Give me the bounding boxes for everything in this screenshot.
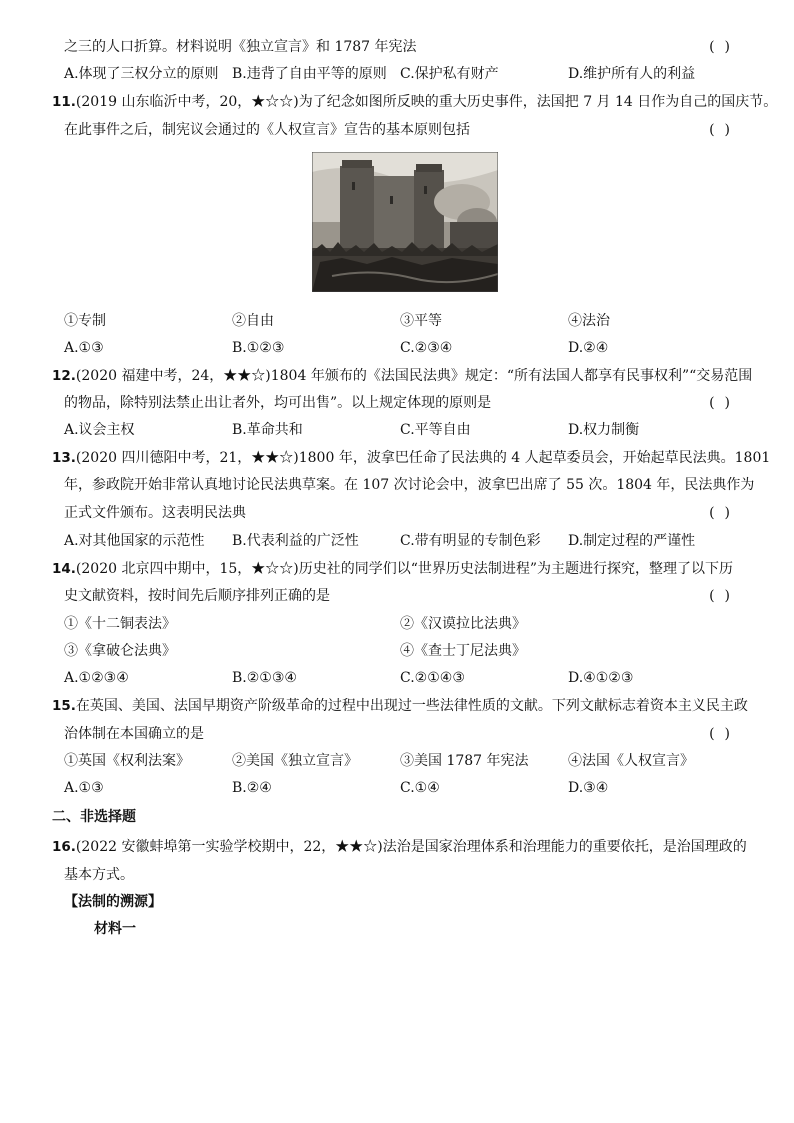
option-a: A.体现了三权分立的原则 [64,66,219,82]
option-b: B.②④ [232,780,272,796]
item-4: ④《查士丁尼法典》 [400,643,526,659]
question-11-line-1 [52,91,778,113]
question-15-options [64,777,744,799]
material-label: 材料一 [94,921,136,937]
item-1: ①《十二铜表法》 [64,616,176,632]
option-c: C.平等自由 [400,422,471,438]
question-11-options [64,337,744,359]
question-12-line-2 [64,392,744,414]
question-14-line-2 [64,585,744,607]
answer-parentheses: () [709,588,740,604]
question-10-text-line [64,36,744,58]
option-c: C.带有明显的专制色彩 [400,533,541,549]
item-2: ②自由 [232,313,274,329]
option-b: B.①②③ [232,340,285,356]
question-11-line-2 [64,119,744,141]
option-a: A.议会主权 [64,422,135,438]
option-c: C.①④ [400,780,440,796]
option-b: B.②①③④ [232,670,297,686]
question-number: 14. [52,561,76,577]
question-stem-text: 基本方式。 [64,867,134,883]
question-11-items [64,310,744,332]
item-3: ③美国 1787 年宪法 [400,753,529,769]
question-13-options [64,530,744,552]
option-d: D.维护所有人的利益 [568,66,696,82]
question-stem-text: 治体制在本国确立的是 [64,726,204,742]
option-b: B.违背了自由平等的原则 [232,66,387,82]
question-14-items-row-1 [64,613,744,635]
option-d: D.④①②③ [568,670,634,686]
item-1: ①专制 [64,313,106,329]
option-c: C.②①④③ [400,670,465,686]
option-a: A.①③ [64,780,104,796]
question-14-items-row-2 [64,640,744,662]
item-1: ①英国《权利法案》 [64,753,190,769]
item-4: ④法治 [568,313,610,329]
question-13-line-1 [52,447,771,469]
option-d: D.③④ [568,780,609,796]
option-a: A.①③ [64,340,104,356]
question-15-line-1 [52,695,748,717]
item-4: ④法国《人权宣言》 [568,753,694,769]
option-d: D.②④ [568,340,609,356]
question-15-line-2 [64,723,744,745]
question-stem-text: 正式文件颁布。这表明民法典 [64,505,246,521]
item-3: ③《拿破仑法典》 [64,643,176,659]
item-3: ③平等 [400,313,442,329]
question-14-options [64,667,744,689]
question-16-line-1 [52,836,747,858]
question-number: 12. [52,368,76,384]
answer-parentheses: () [709,39,740,55]
question-13-line-2 [64,474,755,496]
item-2: ②《汉谟拉比法典》 [400,616,526,632]
question-stem-text: 在此事件之后，制宪议会通过的《人权宣言》宣告的基本原则包括 [64,122,470,138]
question-stem-text: (2019 山东临沂中考，20，★☆☆)为了纪念如图所反映的重大历史事件，法国把 7 月 14 日作为自己的国庆节。 [75,94,778,110]
question-15-items [64,750,744,772]
answer-parentheses: () [709,395,740,411]
question-stem-text: (2020 北京四中期中，15，★☆☆)历史社的同学们以“世界历史法制进程”为主题进行探究，整理了以下历 [75,561,734,577]
question-stem-text: (2020 四川德阳中考，21，★★☆)1800 年，波拿巴任命了民法典的 4 人起草委员会，开始起草民法典。1801 [75,450,771,466]
item-2: ②美国《独立宣言》 [232,753,358,769]
option-c: C.②③④ [400,340,453,356]
question-number: 15. [52,698,76,714]
question-number: 13. [52,450,76,466]
question-12-line-1 [52,365,753,387]
question-stem-text: 年，参政院开始非常认真地讨论民法典草案。在 107 次讨论会中，波拿巴出席了 55 次。1804 年，民法典作为 [64,477,755,493]
option-b: B.革命共和 [232,422,303,438]
storming-of-bastille-illustration [312,152,498,292]
option-b: B.代表利益的广泛性 [232,533,359,549]
answer-parentheses: () [709,726,740,742]
question-stem-text: 在英国、美国、法国早期资产阶级革命的过程中出现过一些法律性质的文献。下列文献标志着资本主义民主政 [75,698,748,714]
option-a: A.对其他国家的示范性 [64,533,205,549]
section-heading: 二、非选择题 [52,809,136,825]
question-stem-text: 史文献资料，按时间先后顺序排列正确的是 [64,588,330,604]
answer-parentheses: () [709,505,740,521]
question-16-line-2 [64,864,744,886]
question-stem-text: (2022 安徽蚌埠第一实验学校期中，22，★★☆)法治是国家治理体系和治理能力的重要依托，是治国理政的 [75,839,747,855]
answer-parentheses: () [709,122,740,138]
option-d: D.制定过程的严谨性 [568,533,696,549]
subsection-heading: 【法制的溯源】 [64,894,162,910]
question-10-options [64,63,744,85]
question-12-options [64,419,744,441]
question-number: 11. [52,94,76,110]
question-stem-text: (2020 福建中考，24，★★☆)1804 年颁布的《法国民法典》规定：“所有法国人都享有民事权利”“交易范围 [75,368,753,384]
option-c: C.保护私有财产 [400,66,499,82]
question-14-line-1 [52,558,732,580]
question-stem-text: 之三的人口折算。材料说明《独立宣言》和 1787 年宪法 [64,39,417,55]
question-stem-text: 的物品，除特别法禁止出让者外，均可出售”。以上规定体现的原则是 [64,395,492,411]
question-number: 16. [52,839,76,855]
option-a: A.①②③④ [64,670,129,686]
option-d: D.权力制衡 [568,422,640,438]
question-13-line-3 [64,502,744,524]
